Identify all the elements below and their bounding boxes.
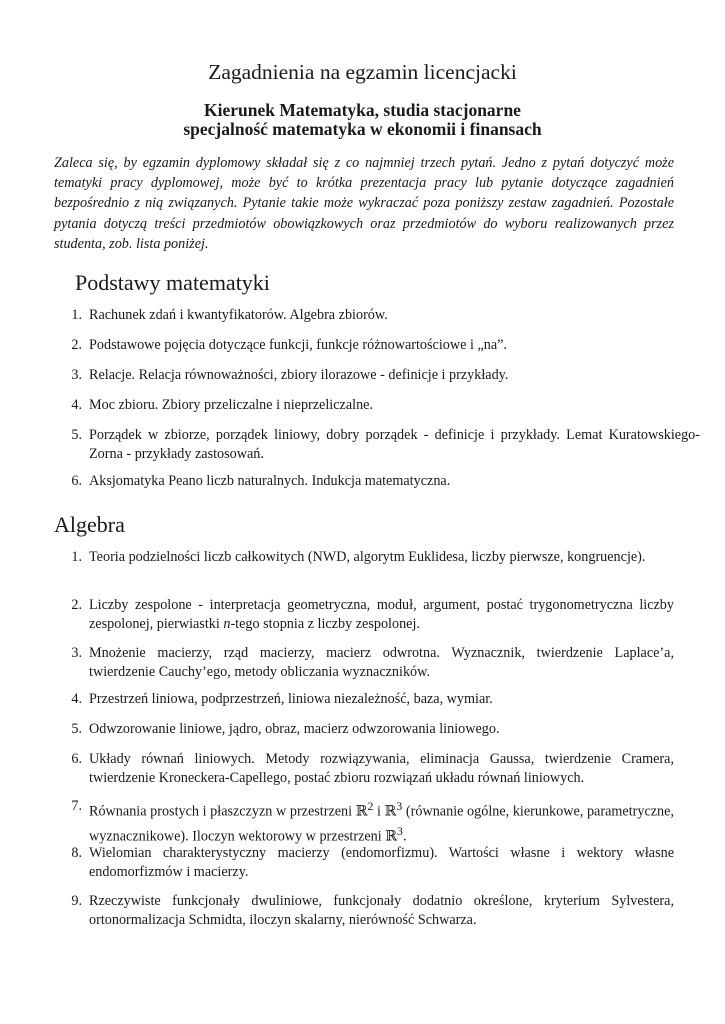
math-symbol-reals: ℝ	[385, 828, 398, 845]
item-text: Moc zbioru. Zbiory przeliczalne i nieprzeliczalne.	[89, 397, 374, 413]
item-text-part: .	[402, 828, 407, 845]
item-text: Wielomian charakterystyczny macierzy (endomorfizmu). Wartości własne i wektory własne endomorfizmów i macierzy.	[89, 845, 674, 880]
item-text-part: Liczby zespolone - interpretacja geometryczna, moduł, argument, postać trygonometryczna liczby zespolonej, pierwiastki	[89, 597, 674, 632]
item-number: 6.	[71, 473, 82, 489]
math-exponent: 2	[367, 799, 374, 813]
item-text: Rzeczywiste funkcjonały dwuliniowe, funkcjonały dodatnio określone, kryterium Sylvestera, ortonormalizacja Schmidta, iloczyn skalarny, nierówność Schwarza.	[89, 893, 674, 928]
item-number: 5.	[71, 427, 82, 443]
item-text: Rachunek zdań i kwantyfikatorów. Algebra zbiorów.	[89, 307, 388, 323]
math-exponent: 3	[397, 823, 403, 838]
item-text-part: Równania prostych i płaszczyzn w przestrzeni	[89, 803, 356, 820]
item-number: 2.	[71, 337, 82, 353]
item-text: Porządek w zbiorze, porządek liniowy, dobry porządek - definicje i przykłady. Lemat Kuratowskiego-Zorna - przykłady zastosowań.	[89, 427, 700, 462]
item-text	[89, 596, 674, 634]
item-text: Aksjomatyka Peano liczb naturalnych. Indukcja matematyczna.	[89, 473, 451, 489]
section-heading-podstawy: Podstawy matematyki	[75, 270, 270, 295]
item-text: Mnożenie macierzy, rząd macierzy, macierz odwrotna. Wyznacznik, twierdzenie Laplace’a, twierdzenie Cauchy’ego, metody obliczania wyznaczników.	[89, 645, 674, 680]
document-subtitle	[0, 101, 725, 139]
item-text-part: i	[373, 803, 385, 820]
item-number: 1.	[71, 549, 82, 565]
document-title: Zagadnienia na egzamin licencjacki	[208, 60, 517, 84]
math-variable: n	[223, 616, 231, 632]
item-number: 5.	[71, 721, 82, 737]
item-text: Odwzorowanie liniowe, jądro, obraz, macierz odwzorowania liniowego.	[89, 721, 500, 737]
item-number: 3.	[71, 367, 82, 383]
item-text: Układy równań liniowych. Metody rozwiązywania, eliminacja Gaussa, twierdzenie Cramera, twierdzenie Kroneckera-Capellego, postać zbioru rozwiązań układu równań liniowych.	[89, 751, 674, 786]
item-text: Relacje. Relacja równoważności, zbiory ilorazowe - definicje i przykłady.	[89, 367, 509, 383]
item-text-part: (równanie ogólne, kierunkowe, parametryczne, wyznacznikowe). Iloczyn wektorowy w przestrzeni	[89, 803, 674, 845]
item-number: 9.	[71, 893, 82, 909]
item-text	[89, 797, 674, 846]
subtitle-line-1: Kierunek Matematyka, studia stacjonarne	[204, 100, 521, 120]
item-text: Przestrzeń liniowa, podprzestrzeń, liniowa niezależność, baza, wymiar.	[89, 691, 493, 707]
section-heading-algebra: Algebra	[54, 512, 125, 537]
item-number: 7.	[71, 798, 82, 814]
item-text-part: -tego stopnia z liczby zespolonej.	[230, 616, 420, 632]
item-text: Teoria podzielności liczb całkowitych (NWD, algorytm Euklidesa, liczby pierwsze, kongruencje).	[89, 549, 646, 565]
math-symbol-reals: ℝ	[384, 803, 397, 820]
math-exponent: 3	[396, 799, 403, 813]
item-number: 8.	[71, 845, 82, 861]
item-number: 4.	[71, 397, 82, 413]
item-number: 3.	[71, 645, 82, 661]
math-symbol-reals: ℝ	[355, 803, 368, 820]
item-number: 2.	[71, 597, 82, 613]
item-number: 4.	[71, 691, 82, 707]
item-number: 1.	[71, 307, 82, 323]
item-number: 6.	[71, 751, 82, 767]
intro-paragraph: Zaleca się, by egzamin dyplomowy składał się z co najmniej trzech pytań. Jedno z pytań dotyczyć może tematyki pracy dyplomowej, może być to krótka prezentacja pracy lub pytanie dotyczące zagadnień bezpośrednio z nią związanych. Pytanie takie może wykraczać poza poniższy zestaw zagadnień. Pozostałe pytania dotyczą treści przedmiotów obowiązkowych oraz przedmiotów do wyboru realizowanych przez studenta, zob. lista poniżej.	[54, 155, 674, 252]
subtitle-line-2: specjalność matematyka w ekonomii i finansach	[183, 119, 542, 139]
item-text: Podstawowe pojęcia dotyczące funkcji, funkcje różnowartościowe i „na”.	[89, 337, 507, 353]
